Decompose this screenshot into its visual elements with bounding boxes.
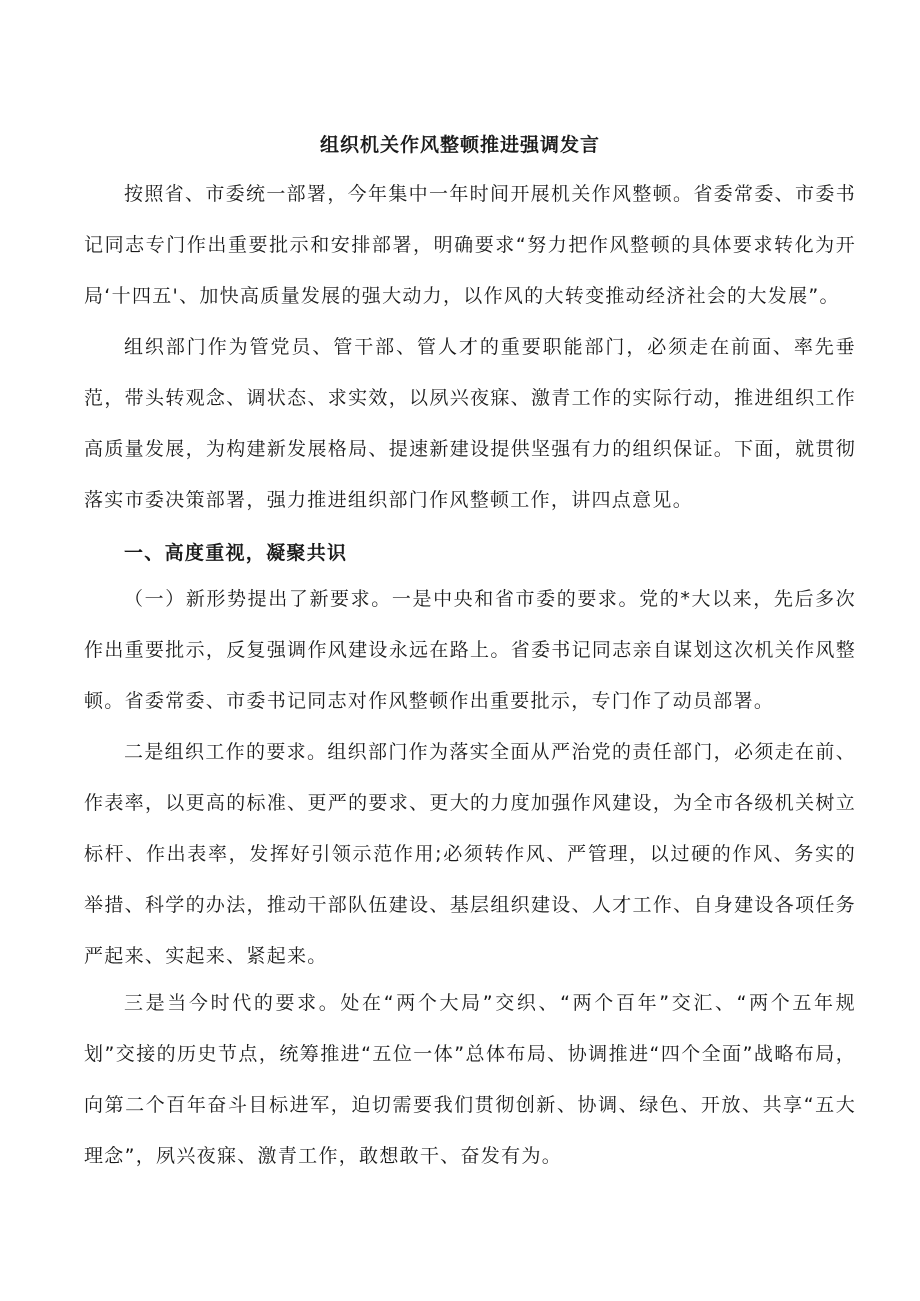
intro-paragraph-2: 组织部门作为管党员、管干部、管人才的重要职能部门，必须走在前面、率先垂范，带头转观念、调状态、求实效，以夙兴夜寐、激青工作的实际行动，推进组织工作高质量发展，为构建新发展格局、提速新建设提供坚强有力的组织保证。下面，就贯彻落实市委决策部署，强力推进组织部门作风整顿工作，讲四点意见。 — [84, 336, 856, 511]
section-1-paragraph-2: 二是组织工作的要求。组织部门作为落实全面从严治党的责任部门，必须走在前、作表率，以更高的标准、更严的要求、更大的力度加强作风建设，为全市各级机关树立标杆、作出表率，发挥好引领示范作用;必须转作风、严管理，以过硬的作风、务实的举措、科学的办法，推动干部队伍建设、基层组织建设、人才工作、自身建设各项任务严起来、实起来、紧起来。 — [84, 741, 856, 967]
section-heading-1: 一、高度重视，凝聚共识 — [124, 542, 348, 564]
intro-paragraph-1: 按照省、市委统一部署，今年集中一年时间开展机关作风整顿。省委常委、市委书记同志专门作出重要批示和安排部署，明确要求“努力把作风整顿的具体要求转化为开局‘十四五'、加快高质量发展的强大动力，以作风的大转变推动经济社会的大发展”。 — [84, 183, 856, 307]
section-1-paragraph-1: （一）新形势提出了新要求。一是中央和省市委的要求。党的*大以来，先后多次作出重要批示，反复强调作风建设永远在路上。省委书记同志亲自谋划这次机关作风整顿。省委常委、市委书记同志对作风整顿作出重要批示，专门作了动员部署。 — [84, 588, 856, 712]
document-title: 组织机关作风整顿推进强调发言 — [319, 134, 600, 156]
section-1-paragraph-3: 三是当今时代的要求。处在“两个大局”交织、“两个百年”交汇、“两个五年规划”交接的历史节点，统筹推进“五位一体”总体布局、协调推进“四个全面”战略布局，向第二个百年奋斗目标进军，迫切需要我们贯彻创新、协调、绿色、开放、共享“五大理念”，夙兴夜寐、激青工作，敢想敢干、奋发有为。 — [84, 992, 856, 1167]
